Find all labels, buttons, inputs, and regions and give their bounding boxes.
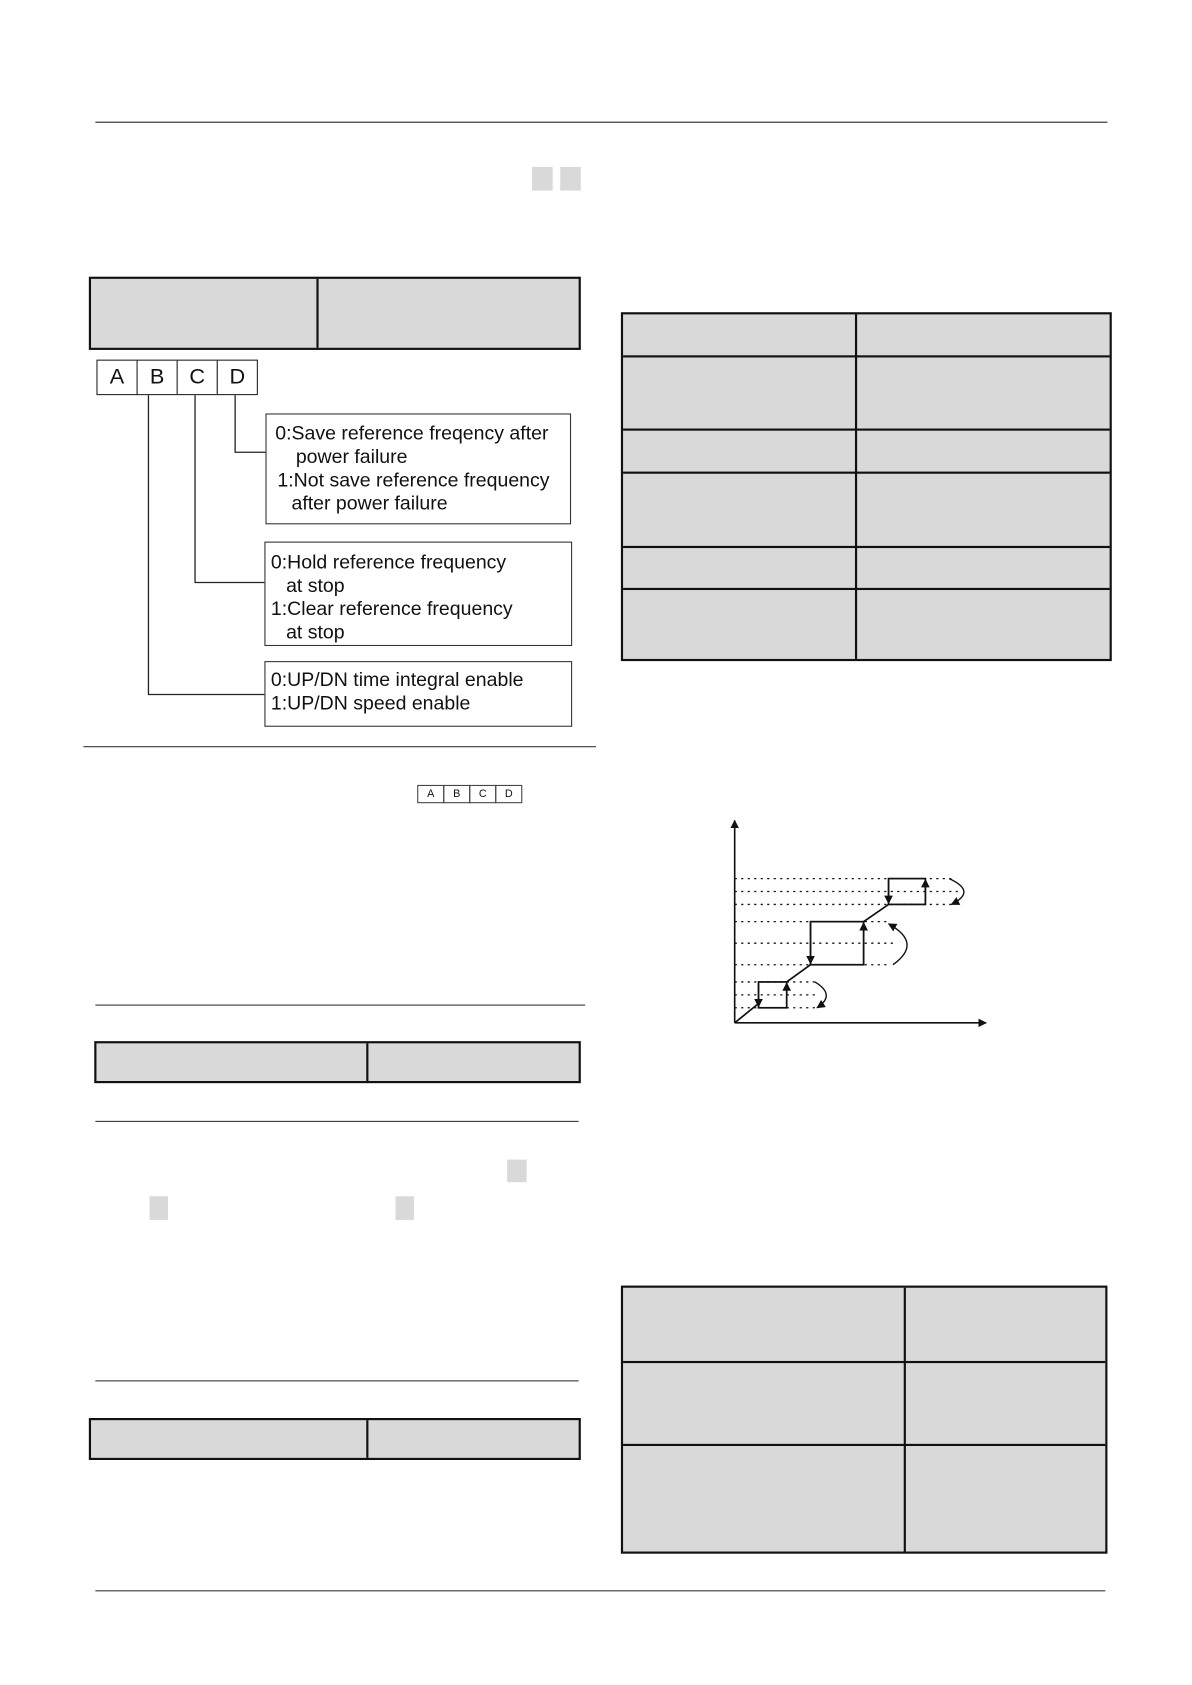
table-row-divider [623, 1361, 1105, 1363]
option-text: 1:UP/DN speed enable [270, 692, 471, 714]
parameter-table-top-left [89, 277, 581, 350]
table-column-divider [366, 1043, 368, 1081]
updn-frequency-diagram [735, 820, 986, 1022]
gray-marker-3 [507, 1160, 527, 1183]
table-column-divider [316, 279, 318, 348]
option-text: 1:Not save reference frequency [277, 469, 550, 491]
option-text: 0:UP/DN time integral enable [270, 668, 524, 691]
setting-table-bottom-right [621, 1286, 1108, 1554]
digit-a-box: A [96, 360, 137, 396]
section-rule-3 [95, 1121, 578, 1122]
curved-arrow-top [949, 879, 964, 905]
ramp-segment [787, 965, 811, 982]
option-text: at stop [286, 621, 345, 643]
footer-rule [95, 1590, 1105, 1591]
option-text: at stop [286, 574, 345, 597]
step-box-top [889, 879, 926, 905]
option-text: 1:Clear reference frequency [270, 597, 513, 620]
gray-marker-1 [532, 167, 553, 191]
connector-digit-b [148, 395, 264, 694]
table-row-divider [623, 429, 1110, 431]
step-box-middle [811, 922, 864, 965]
parameter-table-mid-left [94, 1041, 581, 1083]
ramp-segment [735, 1003, 759, 1022]
parameter-table-bottom-left [89, 1418, 581, 1460]
inline-digit-d: D [495, 785, 522, 803]
digit-b-box: B [137, 360, 178, 396]
inline-digit-a: A [417, 785, 444, 803]
table-row-divider [623, 588, 1110, 590]
curved-arrow-bottom [815, 982, 826, 1008]
gray-marker-2 [560, 167, 581, 191]
gray-marker-5 [396, 1196, 414, 1220]
header-rule [95, 122, 1107, 123]
step-box-bottom [759, 982, 787, 1008]
digit-c-box: C [177, 360, 218, 396]
inline-digit-b: B [443, 785, 470, 803]
option-text: after power failure [291, 492, 448, 514]
setting-table-top-right [621, 312, 1112, 661]
curved-arrow-middle [889, 924, 907, 965]
ramp-segment [864, 904, 889, 921]
gray-marker-4 [150, 1196, 168, 1220]
connector-digit-c [195, 395, 264, 582]
digit-d-box: D [217, 360, 258, 396]
table-row-divider [623, 546, 1110, 548]
table-column-divider [904, 1288, 906, 1552]
option-text: 0:Save reference freqency after [275, 422, 549, 444]
option-text: 0:Hold reference frequency [270, 551, 507, 573]
connector-digit-d [235, 395, 265, 452]
section-rule-2 [95, 1005, 585, 1006]
table-row-divider [623, 355, 1110, 357]
section-rule-4 [95, 1380, 578, 1381]
inline-digit-c: C [469, 785, 496, 803]
table-row-divider [623, 1444, 1105, 1446]
option-text: power failure [295, 445, 408, 468]
table-row-divider [623, 472, 1110, 474]
table-column-divider [366, 1420, 368, 1458]
table-column-divider [855, 314, 857, 659]
section-rule-1 [83, 746, 596, 747]
